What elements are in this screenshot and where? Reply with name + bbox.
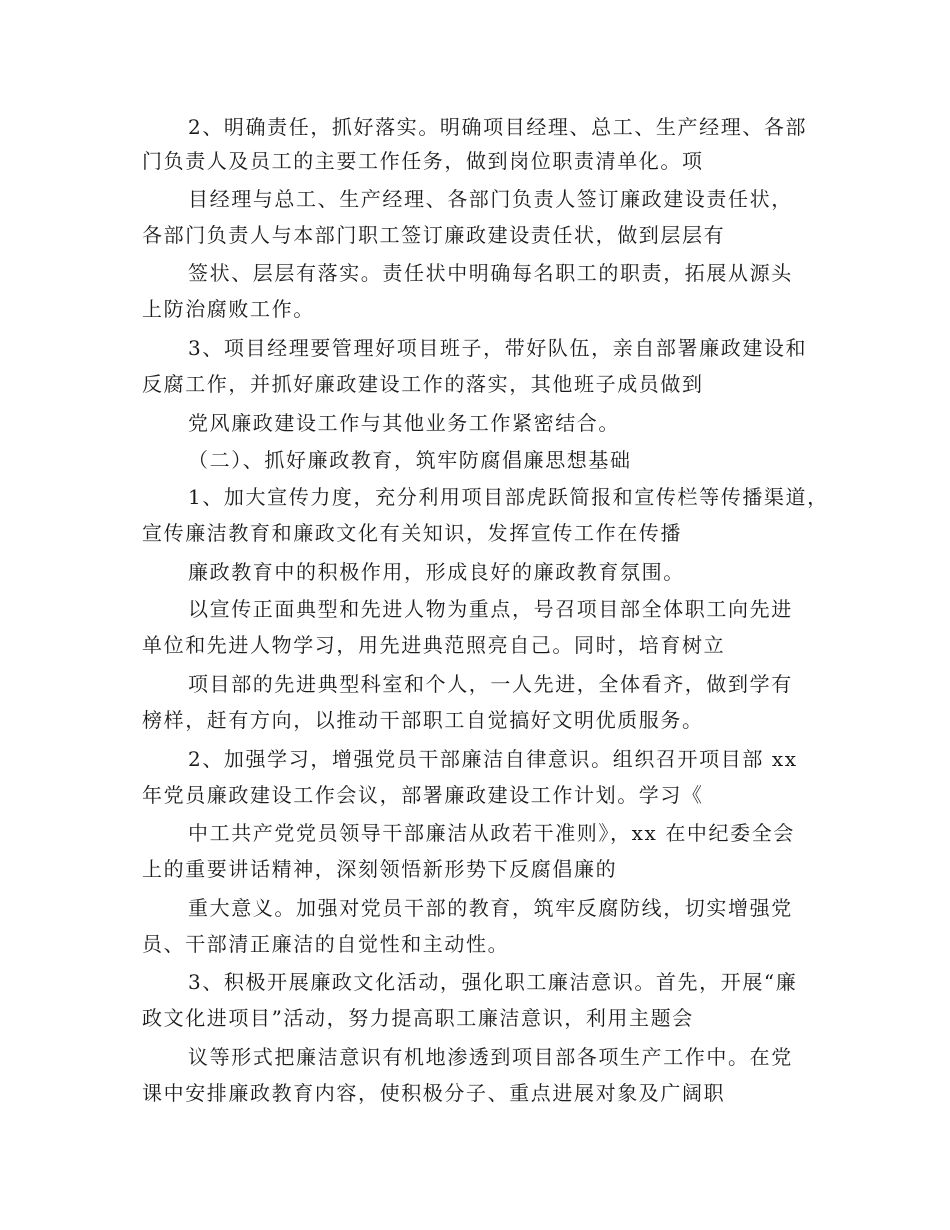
- paragraph-line: 2、加强学习，增强党员干部廉洁自律意识。组织召开项目部 xx: [188, 747, 798, 771]
- paragraph-line: 反腐工作，并抓好廉政建设工作的落实，其他班子成员做到: [142, 372, 704, 396]
- paragraph-line: 员、干部清正廉洁的自觉性和主动性。: [142, 932, 510, 956]
- paragraph-line: 1、加大宣传力度，充分利用项目部虎跃简报和宣传栏等传播渠道，: [188, 485, 829, 509]
- paragraph-line: 以宣传正面典型和先进人物为重点，号召项目部全体职工向先进: [188, 597, 793, 621]
- paragraph-line: 3、积极开展廉政文化活动，强化职工廉洁意识。首先，开展“廉: [188, 970, 798, 994]
- paragraph-line: 2、明确责任，抓好落实。明确项目经理、总工、生产经理、各部: [188, 115, 808, 139]
- paragraph-line: 单位和先进人物学习，用先进典范照亮自己。同时，培育树立: [142, 633, 726, 657]
- paragraph-line: 党风廉政建设工作与其他业务工作紧密结合。: [188, 411, 620, 435]
- paragraph-line: 各部门负责人与本部门职工签订廉政建设责任状，做到层层有: [142, 223, 726, 247]
- section-heading: （二）、抓好廉政教育，筑牢防腐倡廉思想基础: [188, 448, 632, 472]
- paragraph-line: 宣传廉洁教育和廉政文化有关知识，发挥宣传工作在传播: [142, 521, 682, 545]
- paragraph-line: 项目部的先进典型科室和个人，一人先进，全体看齐，做到学有: [188, 672, 793, 696]
- paragraph-line: 课中安排廉政教育内容，使积极分子、重点进展对象及广阔职: [142, 1081, 726, 1105]
- paragraph-line: 中工共产党党员领导干部廉洁从政若干准则》，xx 在中纪委全会: [188, 821, 795, 845]
- paragraph-line: 3、项目经理要管理好项目班子，带好队伍，亲自部署廉政建设和: [188, 336, 808, 360]
- paragraph-line: 年党员廉政建设工作会议，部署廉政建设工作计划。学习《: [142, 783, 704, 807]
- paragraph-line: 签状、层层有落实。责任状中明确每名职工的职责，拓展从源头: [188, 261, 793, 285]
- paragraph-line: 重大意义。加强对党员干部的教育，筑牢反腐防线，切实增强党: [188, 896, 793, 920]
- paragraph-line: 目经理与总工、生产经理、各部门负责人签订廉政建设责任状，: [188, 187, 793, 211]
- paragraph-line: 议等形式把廉洁意识有机地渗透到项目部各项生产工作中。在党: [188, 1045, 793, 1069]
- paragraph-line: 上防治腐败工作。: [142, 297, 315, 321]
- paragraph-line: 政文化进项目”活动，努力提高职工廉洁意识，利用主题会: [142, 1006, 694, 1030]
- paragraph-line: 上的重要讲话精神，深刻领悟新形势下反腐倡廉的: [142, 857, 618, 881]
- paragraph-line: 门负责人及员工的主要工作任务，做到岗位职责清单化。项: [142, 149, 704, 173]
- paragraph-line: 榜样，赶有方向，以推动干部职工自觉搞好文明优质服务。: [142, 708, 704, 732]
- paragraph-line: 廉政教育中的积极作用，形成良好的廉政教育氛围。: [188, 560, 685, 584]
